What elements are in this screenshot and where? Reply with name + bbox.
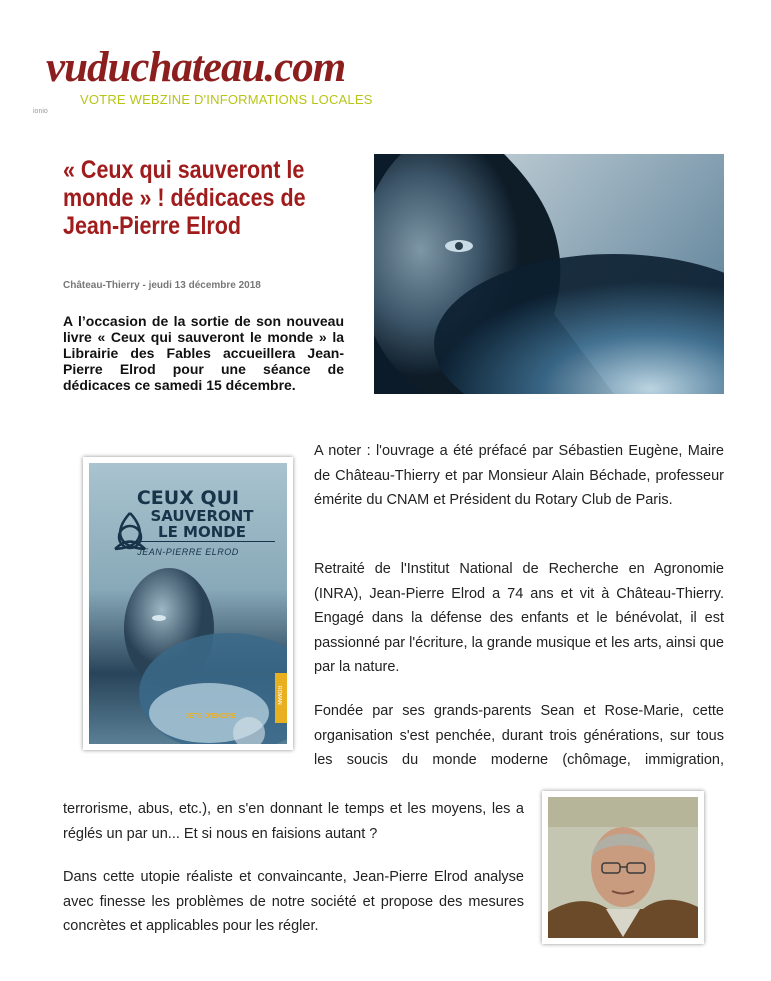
site-logo[interactable]: vuduchateau.com [46,44,346,91]
book-title-line3: LE MONDE [158,523,246,541]
book-spine [275,673,287,723]
paragraph-1: A noter : l'ouvrage a été préfacé par Sébastien Eugène, Maire de Château-Thierry et par Monsieur Alain Béchade, professeur émérite du CNAM et Président du Rotary Club de Paris. [314,443,724,508]
book-author: JEAN-PIERRE ELROD [137,547,239,557]
book-publisher: JETS D'ENCRE [185,713,236,720]
book-title-line2: SAUVERONT [150,507,254,525]
book-divider [135,541,275,542]
tiny-label: ionio [33,108,48,115]
paragraph-3b: terrorisme, abus, etc.), en s'en donnant le temps et les moyens, les a réglés un par un... Et si nous en faisions autant ? [63,801,524,842]
paragraph-3a: Fondée par ses grands-parents Sean et Rose-Marie, cette organisation s'est penchée, durant trois générations, sur tous les soucis du monde moderne (chômage, immigration, [314,703,724,768]
book-title-line1: CEUX QUI [136,487,240,509]
paragraph-4: Dans cette utopie réaliste et convaincante, Jean-Pierre Elrod analyse avec finesse les problèmes de notre société et propose des mesures concrètes et applicables pour les régler. [63,869,524,934]
book-spine-label: ROMAN [276,686,282,705]
article-lead: A l’occasion de la sortie de son nouveau livre « Ceux qui sauveront le monde » la Librairie des Fables accueillera Jean-Pierre Elrod pour une séance de dédicaces ce samedi 15 décembre. [63,313,344,393]
paragraph-2: Retraité de l'Institut National de Recherche en Agronomie (INRA), Jean-Pierre Elrod a 74 ans et vit à Château-Thierry. Engagé dans la défense des enfants et le bénévolat, il est passionné par l'écriture, la grande musique et les arts, ainsi que par la nature. [314,561,724,675]
author-photo [542,791,704,944]
site-tagline: VOTRE WEBZINE D'INFORMATIONS LOCALES [80,92,373,107]
book-cover [83,457,293,750]
triquetra-icon [105,509,155,555]
article-meta: Château-Thierry - jeudi 13 décembre 2018 [63,280,261,291]
article-title: « Ceux qui sauveront le monde » ! dédicaces de Jean-Pierre Elrod [63,156,306,240]
hero-image [374,154,724,394]
